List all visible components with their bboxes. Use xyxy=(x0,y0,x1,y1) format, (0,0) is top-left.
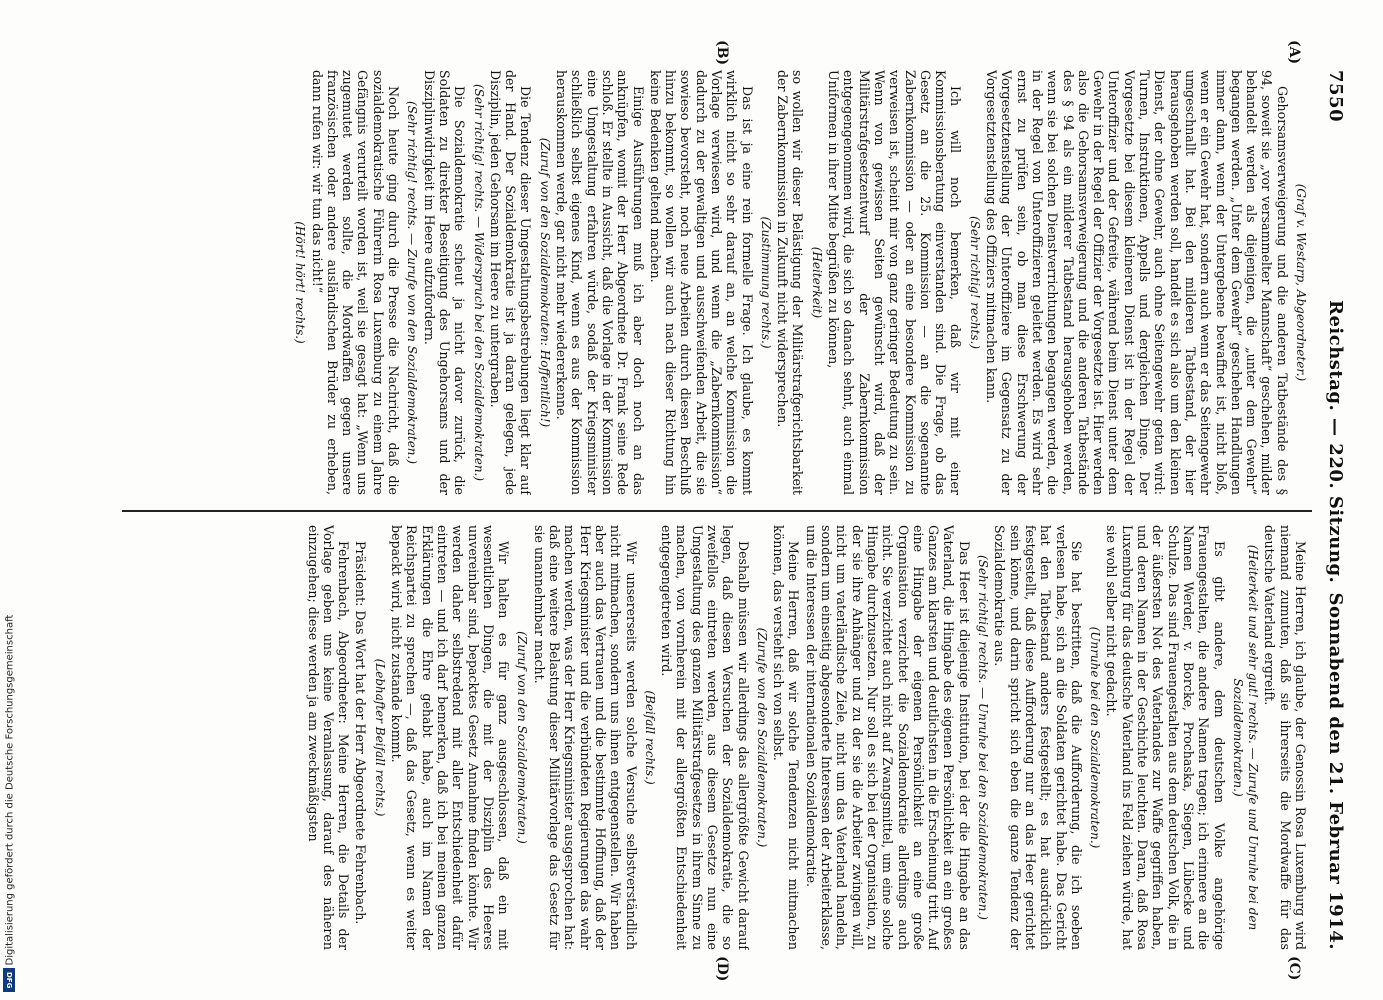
margin-marker-d: (D) xyxy=(714,956,730,982)
column-divider xyxy=(122,510,1312,512)
interjection: (Zurufe von den Sozialdemokraten.) xyxy=(754,627,769,848)
dfg-logo: DFG xyxy=(3,968,15,992)
interjection: (Graf v. Westarp, Abgeordneter.) xyxy=(1294,183,1308,382)
paragraph: Noch heute ging durch die Presse die Nachricht, daß die sozialdemokratische Führerin Rosa Luxemburg zu einem Jahre Gefängnis verurteilt worden ist, weil sie gesagt hat: „Wenn uns zugemutet werden sollte, die Mordwaffen gegen unsere französischen oder andere ausländischen Brüder zu erheben, dann rufen wir: wir tun das nicht!“ xyxy=(309,70,402,495)
paragraph: Die Tendenz dieser Umgestaltungsbestrebungen liegt klar auf der Hand. Der Sozialdemokratie ist ja daran gelegen, jede Disziplin, jeden Gehorsam im Heere zu untergraben. xyxy=(487,70,534,495)
paragraph: Fehrenbach, Abgeordneter: Meine Herren, die Details der Vorlage geben uns keine Veranlassung, darauf des näheren einzugehen; diese werden ja am zweckmäßigsten xyxy=(305,525,352,950)
paragraph: Das Heer ist diejenige Institution, bei der die Hingabe an das Vaterland, die Hingabe des eigenen Persönlichkeit an ein großes Ganzes am klarsten und deutlichsten in die Erscheinung tritt. Auf eine Hingabe der eigenen Persönlichkeit an eine große Organisation verzichtet die Sozialdemokratie allerdings auch nicht. Sie verzichtet auch nicht auf Zwangsmittel, um eine solche Hingabe durchzusetzen. Nur soll es sich bei der Organisation, zu der sie ihre Anhänger und zu der sie die Arbeiter zwingen will, nicht um vaterländische Ziele, nicht um das Vaterland handeln, sondern um einseitig abgesonderte Interessen der Arbeiterklasse, um die Interessen der internationalen Sozialdemokratie. xyxy=(803,525,972,950)
right-text-column xyxy=(128,525,1308,950)
interjection: (Unruhe bei den Sozialdemokraten.) xyxy=(1088,626,1103,849)
paragraph: Präsident: Das Wort hat der Herr Abgeordnete Fehrenbach. xyxy=(353,541,369,925)
page-header xyxy=(1316,70,1350,950)
paragraph: Wir halten es für ganz ausgeschlossen, daß ein mit wesentlichen Dingen, die mit der Disziplin des Heeres unvereinbar sind, bepacktes Gesetz Annahme finden könnte. Wir werden daher selbstredend mit aller Entschiedenheit dafür eintreten — und ich darf bemerken, daß ich bei meinen ganzen Erklärungen die Ehre gehabt habe, auch im Namen der Reichspartei zu sprechen —, daß das Gesetz, wenn es weiter bepackt wird, nicht zustande kommt. xyxy=(389,525,512,950)
digitization-credit-bar xyxy=(0,0,18,1000)
paragraph: Meine Herren, daß wir solche Tendenzen nicht mitmachen können, das versteht sich von selbst. xyxy=(771,525,802,950)
interjection: (Hört! hört! rechts.) xyxy=(293,221,308,344)
paragraph: Das ist ja eine rein formelle Frage. Ich glaube, es kommt wirklich nicht so sehr darauf an, an welche Kommission die Vorlage verwiesen wird, und wenn die „Zabernkommission“ dadurch zu der gewaltigen und ausschweifenden Arbeit, die sie sowieso bevorsteht, noch neue Arbeiten durch diesen Beschluß hinzu bekommt, so wollen wir auch nach dieser Richtung hin keine Bedenken geltend machen. xyxy=(647,70,755,495)
interjection: (Beifall rechts.) xyxy=(642,690,657,785)
page-date: Sonnabend den 21. Februar 1914. xyxy=(1325,592,1346,950)
interjection: (Sehr richtig! rechts. — Zurufe von den Sozialdemokraten.) xyxy=(405,100,420,465)
interjection: (Sehr richtig! rechts. — Unruhe bei den Sozialdemokraten.) xyxy=(976,554,991,920)
interjection: (Lebhafter Beifall rechts.) xyxy=(372,658,387,817)
paragraph: so wollen wir dieser Belästigung der Militärstrafgerichtsbarkeit der Zabernkommission in Zukunft nicht widersprechen. xyxy=(775,70,806,495)
interjection: (Zuruf von den Sozialdemokraten.) xyxy=(515,631,530,844)
paragraph: Einige Ausführungen muß ich aber doch noch an das anknüpfen, womit der Herr Abgeordnete Dr. Frank seine Rede schloß. Er stellte in Aussicht, daß die Vorlage in der Kommission eine Umgestaltung erfahren würde, sodaß der Kriegsminister schließlich selbst eigenes Kind, wenn es aus der Kommission herauskommen werde, gar nicht mehr wiedererkenne. xyxy=(554,70,646,495)
paragraph: Meine Herren, ich glaube, der Genossin Rosa Luxemburg wird niemand zumuten, daß sie ihrerseits die Mordwaffe für das deutsche Vaterland ergreift. xyxy=(1262,525,1308,950)
margin-marker-c: (C) xyxy=(1286,956,1302,981)
paragraph: Sie hat bestritten, daß die Aufforderung, die ich soeben verlesen habe, sich an die Soldaten gerichtet habe. Das Gericht hat den Tatbestand anders festgestellt; es hat ausdrücklich festgestellt, daß diese Aufforderung nur an das Heer gerichtet sein könne, und darin spricht sich eben die ganze Tendenz der Sozialdemokratie aus. xyxy=(992,525,1084,950)
paragraph: Ich will noch bemerken, daß wir mit einer Kommissionsberatung einverstanden sind. Die Frage, ob das Gesetz an die 25. Kommission — an die sogenannte Zabernkommission — oder an eine besondere Kommission zu verweisen ist, scheint mir von ganz geringer Bedeutung zu sein. Wenn von gewissen Seiten gewünscht wird, daß der Militärstrafgesetzentwurf der Zabernkommission entgegengenommen wird, die sich so danach sehnt, auch einmal Uniformen in ihrer Mitte begrüßen zu können, xyxy=(826,70,964,495)
left-text-column xyxy=(128,70,1308,495)
interjection: (Heiterkeit und sehr gut! rechts. — Zurufe und Unruhe bei den Sozialdemokraten.) xyxy=(1230,544,1261,931)
interjection: (Sehr richtig! rechts. — Widerspruch bei den Sozialdemokraten.) xyxy=(471,83,486,482)
paragraph: Es gibt andere, dem deutschen Volke angehörige Frauengestalten, die andere Namen tragen; ich erinnere an die Namen Werder, v. Borcke, Prochaska, Siegen, Lübecke und Schulze. Das sind Frauengestalten aus dem deutschen Volk, die in der äußersten Not des Vaterlandes zur Waffe gegriffen haben, und deren Namen in der Geschichte leuchten. Daran, daß Rosa Luxemburg für das deutsche Vaterland ins Feld ziehen würde, hat sie wohl selber nicht gedacht. xyxy=(1104,525,1227,950)
paragraph: Gehorsamsverweigerung und die anderen Tatbestände des § 94, soweit sie „vor versammelter Mannschaft“ geschehen, milder behandelt werden als diejenigen, die „unter dem Gewehr“ begangen werden. „Unter dem Gewehr“ geschehen Handlungen immer dann, wenn der Untergebene bewaffnet ist, nicht bloß, wenn er ein Gewehr hat, sondern auch wenn er das Seitengewehr umgeschnallt hat. Bei den milderen Tatbestand, der hier herausgehoben werden soll, handelt es sich also um den kleinen Dienst, der ohne Gewehr, auch ohne Seitengewehr getan wird: Turnen, Instruktionen, Appells und dergleichen Dinge. Der Vorgesetzte bei diesem kleineren Dienst ist in der Regel der Unteroffizier und der Gefreite, während beim Dienst unter dem Gewehr in der Regel der Offizier der Vorgesetzte ist. Hier werden also die Gehorsamsverweigerung und die anderen Tatbestände des § 94 als ein milderer Tatbestand herausgehoben werden, wenn sie bei solchen Dienstverrichtungen begangen werden, die in der Regel von Unteroffizieren geleitet werden. Es wird sehr ernst zu prüfen sein, ob man diese Erschwerung der Vorgesetztenstellung der Unteroffiziere im Gegensatz zu der Vorgesetztenstellung des Offiziers mitmachen kann. xyxy=(984,70,1290,495)
page-number: 7550 xyxy=(1325,70,1346,123)
paragraph: Wir unsererseits werden solche Versuche selbstverständlich nicht mitmachen, sondern uns ihnen entgegenstellen. Wir haben aber auch das Vertrauen und die bestimmte Hoffnung, daß der Herr Kriegsminister und die verbündeten Regierungen das wahr machen werden, was der Herr Kriegsminister ausgesprochen hat: daß eine weitere Belastung dieser Militärvorlage das Gesetz für sie unannehmbar macht. xyxy=(531,525,639,950)
digitization-credit-text: Digitalisierung gefördert durch die Deutsche Forschungsgemeinschaft xyxy=(4,614,16,966)
interjection: (Sehr richtig! rechts.) xyxy=(967,215,982,350)
margin-marker-a: (A) xyxy=(1286,40,1302,65)
interjection: (Zustimmung rechts.) xyxy=(758,216,773,349)
interjection: (Heiterkeit) xyxy=(809,246,824,319)
page-title: Reichstag. — 220. Sitzung. xyxy=(1325,300,1346,584)
rotated-page-content xyxy=(60,40,1350,982)
paragraph: Deshalb müssen wir allerdings das allergrößte Gewicht darauf legen, daß diesen Versuchen der Sozialdemokratie, die so zweifellos eintreten werden, aus diesem Gesetze nun eine Umgestaltung des ganzen Militärstrafgesetzes in ihrem Sinne zu machen, von vornherein mit der allergrößten Entschiedenheit entgegengetreten wird. xyxy=(659,525,751,950)
paragraph: Die Sozialdemokratie scheut ja nicht davor zurück, die Soldaten zu direkter Beseitigung des Ungehorsams und der Disziplinwidrigkeit im Heere aufzufordern. xyxy=(421,70,468,495)
interjection: (Zuruf von den Sozialdemokraten: Hoffentlich!) xyxy=(537,137,552,428)
margin-marker-b: (B) xyxy=(714,40,730,66)
